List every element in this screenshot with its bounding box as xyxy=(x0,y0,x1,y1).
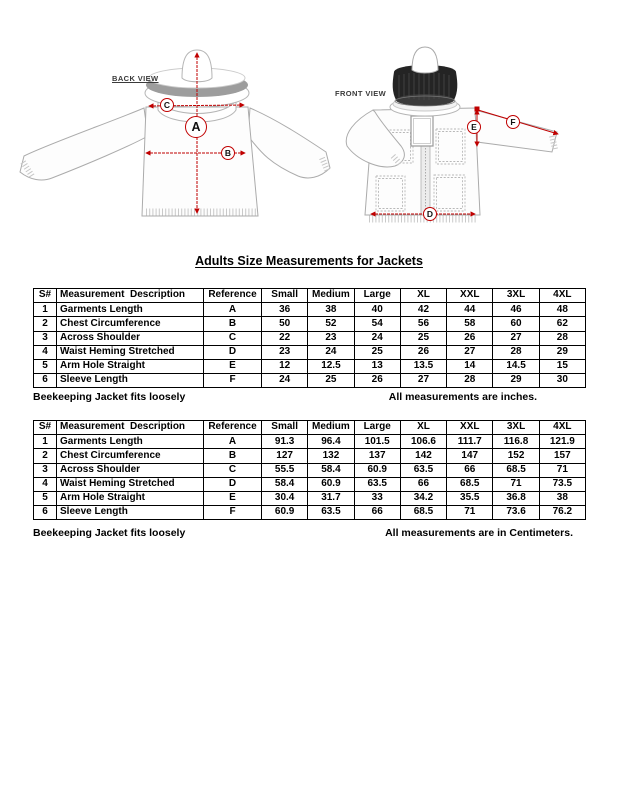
size-table-centimeters xyxy=(33,420,586,520)
table-cell: D xyxy=(204,345,262,359)
table-cell: 3 xyxy=(34,331,57,345)
table-cell: 142 xyxy=(400,449,446,463)
table-cell: 40 xyxy=(354,303,400,317)
table-cell: 58.4 xyxy=(308,463,354,477)
header-row xyxy=(34,289,586,303)
table-cell: 4 xyxy=(34,345,57,359)
table-cell: 50 xyxy=(262,317,308,331)
table-cell: C xyxy=(204,331,262,345)
marker-c: C xyxy=(160,98,174,112)
back-view-label: BACK VIEW xyxy=(112,74,159,83)
units-note: All measurements are inches. xyxy=(388,391,537,403)
table-cell: Garments Length xyxy=(57,303,204,317)
table-cell: 2 xyxy=(34,317,57,331)
table-cell: E xyxy=(204,359,262,373)
column-header: Measurement Description xyxy=(57,289,204,303)
table-cell: C xyxy=(204,463,262,477)
table-cell: 66 xyxy=(400,477,446,491)
table-cell: Garments Length xyxy=(57,435,204,449)
table-cell: 58.4 xyxy=(262,477,308,491)
table-cell: 14 xyxy=(447,359,493,373)
table-cell: A xyxy=(204,303,262,317)
table-cell: 24 xyxy=(262,374,308,388)
table-cell: 26 xyxy=(400,345,446,359)
table-cell: 15 xyxy=(539,359,585,373)
front-view-label: FRONT VIEW xyxy=(335,89,387,98)
table-cell: 1 xyxy=(34,303,57,317)
table-row xyxy=(34,345,586,359)
table-cell: A xyxy=(204,435,262,449)
table-cell: 12.5 xyxy=(308,359,354,373)
table-cell: 63.5 xyxy=(308,506,354,520)
table-cell: 3 xyxy=(34,463,57,477)
table-cell: Across Shoulder xyxy=(57,463,204,477)
column-header: Large xyxy=(354,421,400,435)
table-cell: Sleeve Length xyxy=(57,506,204,520)
table-cell: 30.4 xyxy=(262,491,308,505)
table-cell: 73.5 xyxy=(539,477,585,491)
table-cell: 68.5 xyxy=(493,463,539,477)
table-cell: 147 xyxy=(447,449,493,463)
table-cell: Arm Hole Straight xyxy=(57,491,204,505)
column-header: XXL xyxy=(447,289,493,303)
table-cell: 62 xyxy=(539,317,585,331)
table-cell: 26 xyxy=(354,374,400,388)
column-header: Reference xyxy=(204,289,262,303)
table-row xyxy=(34,303,586,317)
back-view-diagram xyxy=(8,30,338,235)
table-cell: 33 xyxy=(354,491,400,505)
table-cell: 68.5 xyxy=(400,506,446,520)
table-row xyxy=(34,491,586,505)
table-cell: 26 xyxy=(447,331,493,345)
table-row xyxy=(34,435,586,449)
table-cell: Across Shoulder xyxy=(57,331,204,345)
table-cell: Sleeve Length xyxy=(57,374,204,388)
table-cell: 60.9 xyxy=(354,463,400,477)
table-row xyxy=(34,477,586,491)
table-cell: 66 xyxy=(354,506,400,520)
marker-e: E xyxy=(467,120,481,134)
column-header: XXL xyxy=(447,421,493,435)
table-cell: 28 xyxy=(539,331,585,345)
table-cell: 36.8 xyxy=(493,491,539,505)
table-cell: 14.5 xyxy=(493,359,539,373)
table-cell: 12 xyxy=(262,359,308,373)
size-table-inches xyxy=(33,288,586,388)
table-cell: Arm Hole Straight xyxy=(57,359,204,373)
table-cell: Waist Heming Stretched xyxy=(57,345,204,359)
table-cell: 116.8 xyxy=(493,435,539,449)
column-header: Large xyxy=(354,289,400,303)
column-header: Medium xyxy=(308,289,354,303)
table-cell: 101.5 xyxy=(354,435,400,449)
table-row xyxy=(34,331,586,345)
table-cell: 44 xyxy=(447,303,493,317)
table-cell: 60.9 xyxy=(262,506,308,520)
column-header: 3XL xyxy=(493,289,539,303)
table-cell: 60.9 xyxy=(308,477,354,491)
table-cell: 23 xyxy=(308,331,354,345)
table-cell: 127 xyxy=(262,449,308,463)
column-header: Medium xyxy=(308,421,354,435)
page-title: Adults Size Measurements for Jackets xyxy=(195,254,423,268)
table-cell: 25 xyxy=(400,331,446,345)
table-cell: 111.7 xyxy=(447,435,493,449)
bee-veil-front xyxy=(390,47,460,116)
column-header: Reference xyxy=(204,421,262,435)
table-cell: 4 xyxy=(34,477,57,491)
table-cell: 24 xyxy=(308,345,354,359)
column-header: S# xyxy=(34,421,57,435)
table-cell: 58 xyxy=(447,317,493,331)
column-header: XL xyxy=(400,289,446,303)
table-row xyxy=(34,506,586,520)
table-cell: 76.2 xyxy=(539,506,585,520)
chest-zipper-garage xyxy=(411,116,433,146)
table-cell: 71 xyxy=(447,506,493,520)
table-cell: 27 xyxy=(493,331,539,345)
table-cell: D xyxy=(204,477,262,491)
table-cell: 132 xyxy=(308,449,354,463)
table-cell: B xyxy=(204,317,262,331)
table-cell: 1 xyxy=(34,435,57,449)
column-header: S# xyxy=(34,289,57,303)
table-cell: 71 xyxy=(493,477,539,491)
table-cell: 55.5 xyxy=(262,463,308,477)
marker-f: F xyxy=(506,115,520,129)
table-cell: 38 xyxy=(308,303,354,317)
table-cell: 63.5 xyxy=(400,463,446,477)
table-cell: 22 xyxy=(262,331,308,345)
table-cell: 63.5 xyxy=(354,477,400,491)
table-notes-inches xyxy=(33,391,586,403)
column-header: XL xyxy=(400,421,446,435)
table-row xyxy=(34,463,586,477)
table-cell: 54 xyxy=(354,317,400,331)
table-cell: 46 xyxy=(493,303,539,317)
table-row xyxy=(34,359,586,373)
table-cell: 96.4 xyxy=(308,435,354,449)
fit-note: Beekeeping Jacket fits loosely xyxy=(33,527,186,539)
marker-b: B xyxy=(221,146,235,160)
table-cell: 66 xyxy=(447,463,493,477)
marker-a: A xyxy=(185,116,207,138)
table-cell: 34.2 xyxy=(400,491,446,505)
table-cell: 38 xyxy=(539,491,585,505)
table-cell: 2 xyxy=(34,449,57,463)
table-cell: F xyxy=(204,374,262,388)
table-cell: 36 xyxy=(262,303,308,317)
table-cell: 56 xyxy=(400,317,446,331)
table-cell: 157 xyxy=(539,449,585,463)
table-cell: Chest Circumference xyxy=(57,317,204,331)
table-cell: 30 xyxy=(539,374,585,388)
table-cell: Waist Heming Stretched xyxy=(57,477,204,491)
table-notes-centimeters xyxy=(33,527,586,539)
table-cell: 13.5 xyxy=(400,359,446,373)
table-cell: 25 xyxy=(354,345,400,359)
marker-d: D xyxy=(423,207,437,221)
table-cell: 68.5 xyxy=(447,477,493,491)
column-header: 4XL xyxy=(539,289,585,303)
column-header: Small xyxy=(262,289,308,303)
table-cell: 73.6 xyxy=(493,506,539,520)
table-cell: 24 xyxy=(354,331,400,345)
units-note: All measurements are in Centimeters. xyxy=(385,527,573,539)
table-cell: E xyxy=(204,491,262,505)
table-cell: 13 xyxy=(354,359,400,373)
table-cell: 137 xyxy=(354,449,400,463)
table-cell: 121.9 xyxy=(539,435,585,449)
table-cell: 5 xyxy=(34,491,57,505)
column-header: Small xyxy=(262,421,308,435)
table-row xyxy=(34,374,586,388)
table-cell: 6 xyxy=(34,374,57,388)
table-cell: 106.6 xyxy=(400,435,446,449)
table-cell: 25 xyxy=(308,374,354,388)
column-header: 4XL xyxy=(539,421,585,435)
table-row xyxy=(34,317,586,331)
table-cell: 5 xyxy=(34,359,57,373)
table-cell: 31.7 xyxy=(308,491,354,505)
table-cell: 27 xyxy=(447,345,493,359)
table-cell: 29 xyxy=(493,374,539,388)
table-cell: 152 xyxy=(493,449,539,463)
column-header: 3XL xyxy=(493,421,539,435)
fit-note: Beekeeping Jacket fits loosely xyxy=(33,391,186,403)
table-cell: 91.3 xyxy=(262,435,308,449)
table-cell: 29 xyxy=(539,345,585,359)
table-cell: 52 xyxy=(308,317,354,331)
table-cell: Chest Circumference xyxy=(57,449,204,463)
table-cell: 6 xyxy=(34,506,57,520)
table-cell: 35.5 xyxy=(447,491,493,505)
table-cell: B xyxy=(204,449,262,463)
column-header: Measurement Description xyxy=(57,421,204,435)
table-cell: 28 xyxy=(493,345,539,359)
table-cell: 71 xyxy=(539,463,585,477)
table-cell: 23 xyxy=(262,345,308,359)
table-cell: F xyxy=(204,506,262,520)
table-cell: 48 xyxy=(539,303,585,317)
table-row xyxy=(34,449,586,463)
table-cell: 42 xyxy=(400,303,446,317)
table-cell: 28 xyxy=(447,374,493,388)
table-cell: 60 xyxy=(493,317,539,331)
header-row xyxy=(34,421,586,435)
table-cell: 27 xyxy=(400,374,446,388)
